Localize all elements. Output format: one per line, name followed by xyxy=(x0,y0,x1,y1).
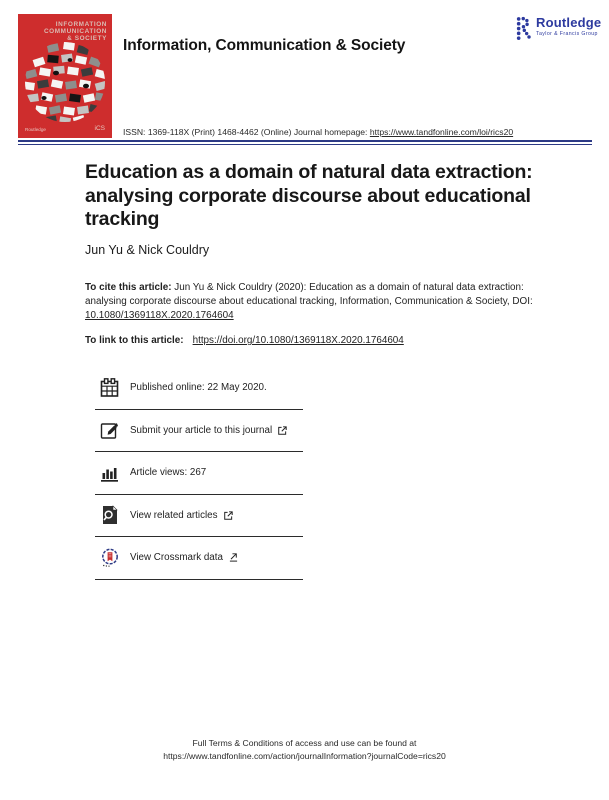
header-divider xyxy=(18,140,592,145)
related-articles-icon xyxy=(100,505,120,525)
cover-footer xyxy=(25,125,105,132)
cover-title xyxy=(44,21,107,42)
routledge-tagline: Taylor & Francis Group xyxy=(536,31,598,37)
citation-block xyxy=(85,281,550,323)
submit-article-label[interactable]: Submit your article to this journal xyxy=(130,424,273,436)
journal-homepage-link[interactable]: https://www.tandfonline.com/loi/rics20 xyxy=(369,127,514,137)
footer-terms-text: Full Terms & Conditions of access and use can be found at xyxy=(192,738,417,748)
routledge-wordmark: Routledge xyxy=(536,15,602,30)
cover-publisher-label: Routledge xyxy=(25,127,46,132)
cite-doi-link[interactable]: 10.1080/1369118X.2020.1764604 xyxy=(85,310,234,321)
footer-terms-url[interactable]: https://www.tandfonline.com/action/journalInformation?journalCode=rics20 xyxy=(163,750,446,761)
cover-title-line2: COMMUNICATION xyxy=(43,28,107,35)
action-row-published-online xyxy=(95,367,303,410)
crossmark-label[interactable]: View Crossmark data xyxy=(130,552,223,564)
article-views-label: Article views: 267 xyxy=(130,467,207,479)
issn-text: ISSN: 1369-118X (Print) 1468-4462 (Online) Journal homepage: xyxy=(123,127,370,137)
action-row-article-views xyxy=(95,452,303,495)
journal-title: Information, Communication & Society xyxy=(123,37,406,54)
crossmark-icon xyxy=(100,548,120,568)
cite-label: To cite this article: xyxy=(85,282,172,293)
published-online-label: Published online: 22 May 2020. xyxy=(130,382,267,394)
page-footer xyxy=(0,737,609,762)
journal-cover-image xyxy=(18,14,112,138)
calendar-icon xyxy=(100,378,120,398)
doi-url-link[interactable]: https://doi.org/10.1080/1369118X.2020.1764604 xyxy=(192,335,404,346)
action-row-related-articles[interactable] xyxy=(95,495,303,538)
routledge-logo xyxy=(516,16,601,40)
cover-journal-abbrev: iCS xyxy=(94,125,105,132)
article-title: Education as a domain of natural data extraction: analysing corporate discourse about educational tracking xyxy=(85,161,533,230)
cover-title-line3: & SOCIETY xyxy=(67,35,107,42)
cite-text: Jun Yu & Nick Couldry (2020): Education as a domain of natural data extraction: analysing corporate discourse about educational tracking, Information, Communication & Society, DOI: xyxy=(85,282,533,307)
article-authors: Jun Yu & Nick Couldry xyxy=(85,243,210,257)
globe-mosaic-icon xyxy=(23,40,107,124)
link-block xyxy=(85,335,404,346)
related-articles-label[interactable]: View related articles xyxy=(130,509,218,521)
routledge-r-icon xyxy=(516,16,532,40)
bar-chart-icon xyxy=(100,463,120,483)
issn-line xyxy=(123,127,513,137)
external-link-icon[interactable] xyxy=(278,426,287,435)
link-label: To link to this article: xyxy=(85,335,184,346)
action-row-crossmark[interactable] xyxy=(95,537,303,580)
action-row-submit-article[interactable] xyxy=(95,410,303,453)
cover-title-line1: INFORMATION xyxy=(55,21,107,28)
submit-icon xyxy=(100,420,120,440)
article-actions xyxy=(95,367,303,580)
external-link-icon[interactable] xyxy=(224,511,233,520)
external-link-icon[interactable] xyxy=(229,553,238,562)
